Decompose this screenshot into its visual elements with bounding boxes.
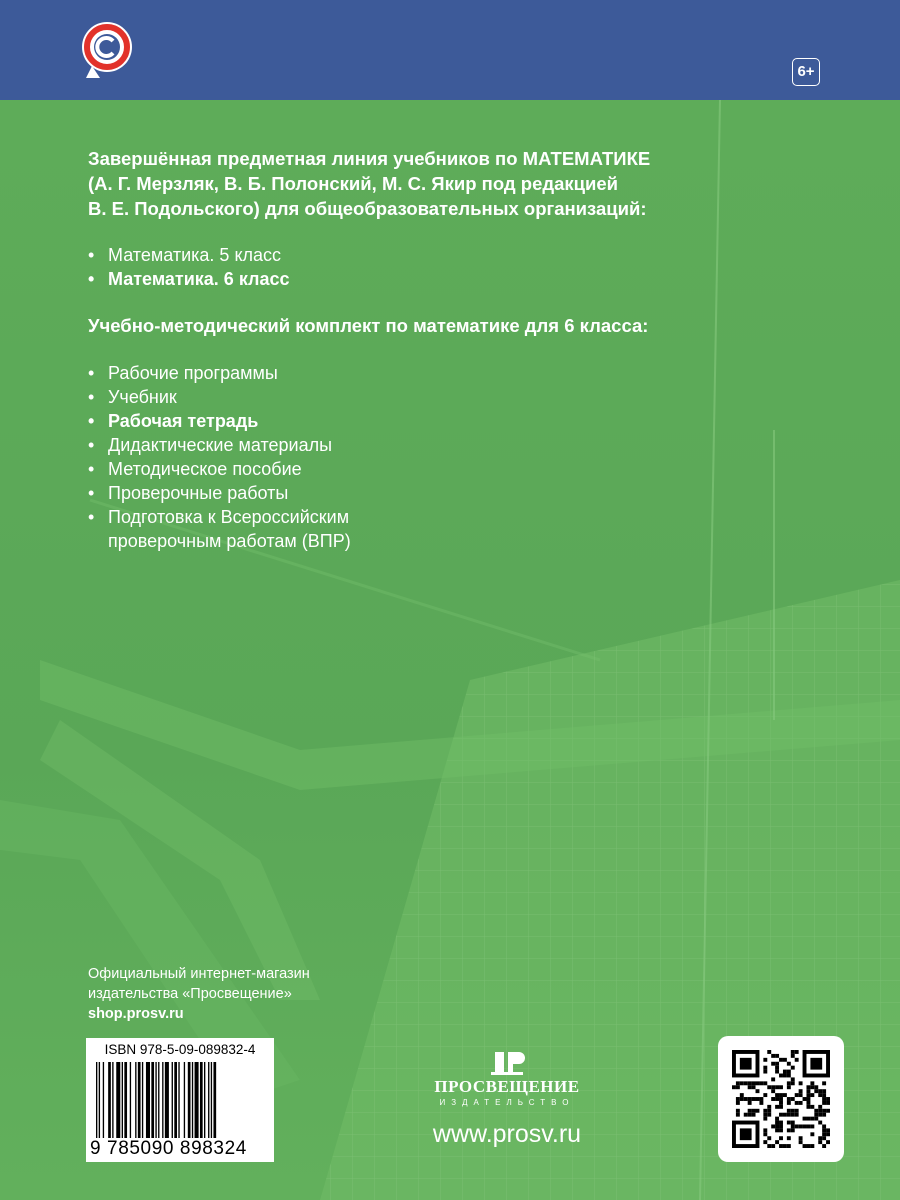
- list-item: • Дидактические материалы: [88, 433, 708, 457]
- list-item-continuation: [88, 529, 708, 553]
- list-item: • Проверочные работы: [88, 481, 708, 505]
- list-item: • Подготовка к Всероссийским: [88, 505, 708, 529]
- barcode-bars: [96, 1062, 264, 1138]
- publisher-subtitle: ИЗДАТЕЛЬСТВО: [439, 1098, 575, 1107]
- list-item-current-book: • Математика. 6 класс: [88, 267, 708, 291]
- publisher-website-link[interactable]: www.prosv.ru: [432, 1120, 582, 1148]
- qr-code-icon: [732, 1050, 830, 1148]
- intro-line: Завершённая предметная линия учебников по МАТЕМАТИКЕ: [88, 148, 651, 169]
- barcode-number: 9 785090 898324: [90, 1138, 247, 1159]
- isbn-label: ISBN 978-5-09-089832-4: [104, 1042, 256, 1057]
- top-bar: [0, 0, 900, 100]
- intro-line: (А. Г. Мерзляк, В. Б. Полонский, М. С. Якир под редакцией: [88, 173, 619, 194]
- list-item: • Рабочие программы: [88, 361, 708, 385]
- list-item-continuation-text: проверочным работам (ВПР): [108, 531, 351, 551]
- shop-url-link[interactable]: shop.prosv.ru: [88, 1006, 184, 1022]
- umk-list: [88, 361, 708, 553]
- shop-info: [88, 964, 310, 1024]
- book-list: [88, 243, 708, 291]
- publisher-name: ПРОСВЕЩЕНИЕ: [434, 1077, 580, 1096]
- shop-line: Официальный интернет-магазин: [88, 966, 310, 982]
- list-item-current-product: • Рабочая тетрадь: [88, 409, 708, 433]
- intro-line: В. Е. Подольского) для общеобразовательных организаций:: [88, 198, 647, 219]
- series-description: [88, 146, 768, 221]
- publisher-series-logo-icon: [78, 20, 136, 80]
- umk-heading: Учебно-методический комплект по математике для 6 класса:: [88, 315, 649, 336]
- shop-line: издательства «Просвещение»: [88, 986, 292, 1002]
- barcode-block: [86, 1038, 274, 1162]
- qr-code[interactable]: [718, 1036, 844, 1162]
- list-item: • Учебник: [88, 385, 708, 409]
- age-rating-badge: 6+: [792, 58, 820, 86]
- list-item: • Математика. 5 класс: [88, 243, 708, 267]
- list-item: • Методическое пособие: [88, 457, 708, 481]
